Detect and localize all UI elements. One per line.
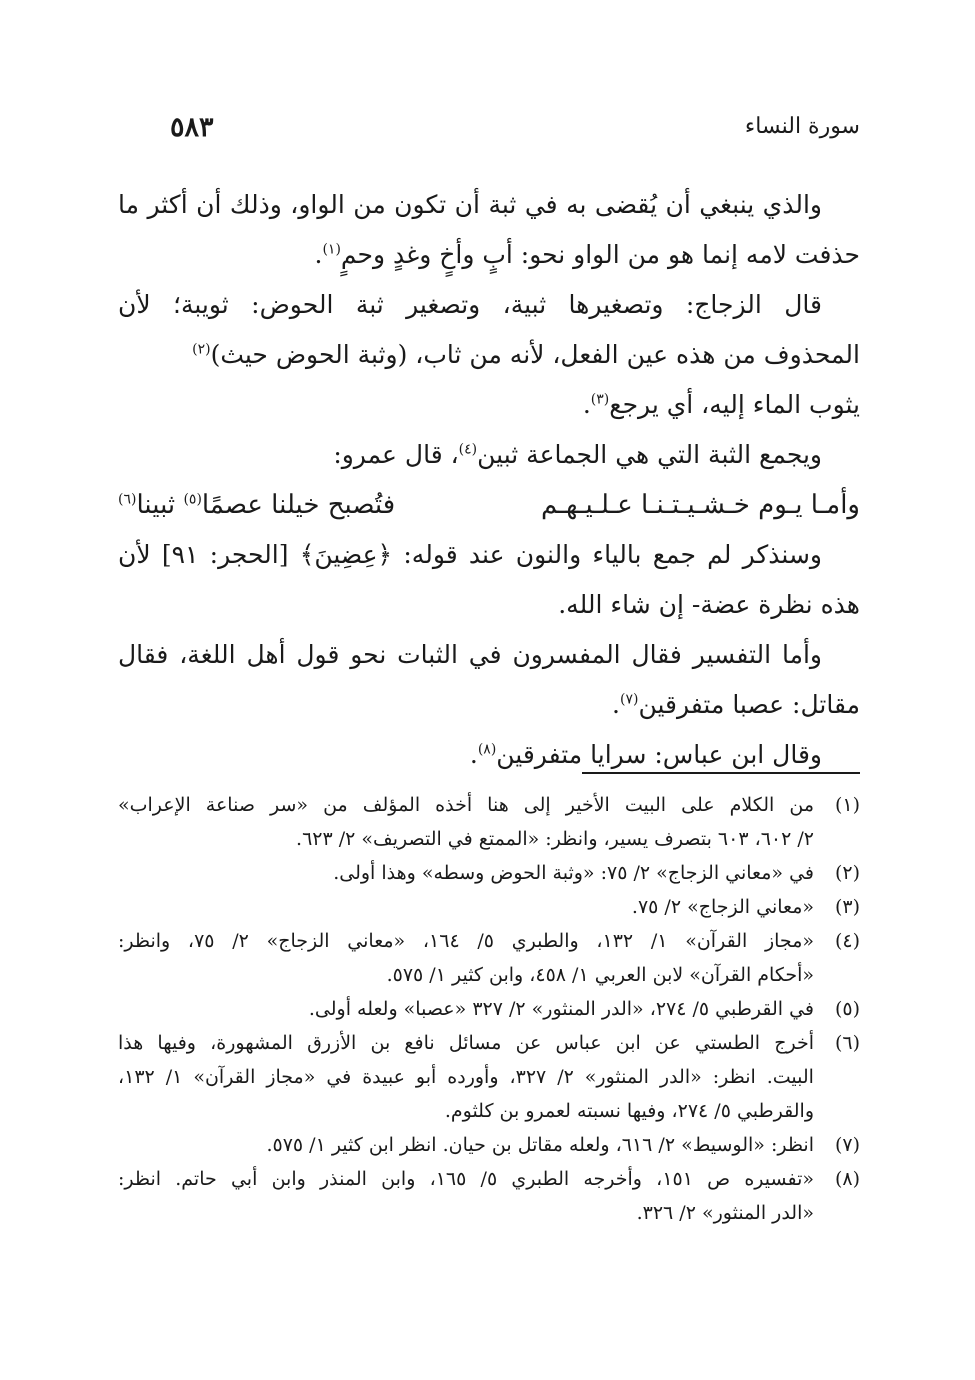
text-span: ويجمع الثبة التي هي الجماعة ثبين: [477, 440, 822, 469]
footnote-line: البيت. انظر: «الدر المنثور» ٢/ ٣٢٧، وأورده أبو عبيدة في «مجاز القرآن» ١/ ١٣٢،: [118, 1066, 814, 1088]
footnote-ref[interactable]: (١): [322, 241, 341, 258]
footnote-ref[interactable]: (٧): [620, 691, 639, 708]
footnote-ref[interactable]: (٦): [118, 491, 137, 508]
footnote-number: (٥): [834, 998, 860, 1020]
text-line: يثوب الماء إليه، أي يرجع$^{(٣)}$.: [582, 390, 860, 419]
poetry-verse: [118, 480, 860, 530]
footnote: [118, 1026, 860, 1128]
footnote: [118, 924, 860, 992]
footnote-line: أخرج الطستي عن ابن عباس عن مسائل نافع بن الأزرق المشهورة، وفيها هذا: [118, 1032, 814, 1054]
footnote-ref[interactable]: (٥): [183, 491, 202, 508]
footnote-text: [118, 856, 814, 890]
text-line: [118, 330, 860, 380]
verse-second-hemistich: [118, 480, 395, 530]
footnote-line: «مجاز القرآن» ١/ ١٣٢، والطبري ٥/ ١٦٤، «معاني الزجاج» ٢/ ٧٥، وانظر:: [118, 930, 814, 952]
footnote-line: في القرطبي ٥/ ٢٧٤، «الدر المنثور» ٢/ ٣٢٧ «عصبا» ولعله أولى.: [308, 998, 814, 1020]
footnote-ref[interactable]: (٣): [590, 391, 610, 408]
footnote: [118, 788, 860, 856]
text-span: المحذوف من هذه عين الفعل، لأنه من ثاب، (وثبة الحوض حيث): [210, 340, 860, 369]
verse-first-hemistich: وأمـا يـوم خـشـيـتـنـا عـلـيـهـم: [541, 490, 860, 520]
text-span: ، قال عمرو:: [333, 440, 459, 469]
text-line: [118, 430, 860, 480]
footnote-line: «تفسيره ص ١٥١، وأخرجه الطبري ٥/ ١٦٥، وابن المنذر وابن أبي حاتم. انظر:: [118, 1168, 814, 1190]
footnote-line: والقرطبي ٥/ ٢٧٤، وفيها نسبته لعمرو بن كلثوم.: [444, 1100, 814, 1122]
footnote-number: (٨): [834, 1168, 860, 1190]
footnote-number: (٤): [834, 930, 860, 952]
text-span: ثبينا: [136, 490, 184, 520]
text-line: وقال ابن عباس: سرايا متفرقين$^{(٨)}$.: [469, 740, 822, 769]
footnote-number: (٦): [834, 1032, 860, 1054]
text-span: يثوب الماء إليه، أي يرجع: [609, 390, 860, 419]
footnote: [118, 1128, 860, 1162]
footnote-line: «أحكام القرآن» لابن العربي ١/ ٤٥٨، وابن كثير ١/ ٥٧٥.: [386, 964, 814, 986]
footnote-text: [118, 890, 814, 924]
text-span: وقال ابن عباس: سرايا متفرقين: [496, 740, 822, 769]
footnote: [118, 856, 860, 890]
footnotes: [118, 788, 860, 1230]
footnote-ref[interactable]: (٨): [477, 741, 497, 758]
footnote-ref[interactable]: (٤): [458, 441, 478, 458]
text-line: وسنذكر لم جمع بالياء والنون عند قوله: ﴿عِضِينَ﴾ [الحجر: ٩١] لأن: [118, 540, 822, 569]
footnote-line: في «معاني الزجاج» ٢/ ٧٥: «وثبة الحوض وسطه» وهذا أولى.: [333, 862, 814, 884]
text-span: فتُصبح خيلنا عصمًا: [201, 490, 396, 520]
text-span: مقاتل: عصبا متفرقين: [638, 690, 860, 719]
footnote: [118, 992, 860, 1026]
footnote-number: (١): [834, 794, 860, 816]
footnote-line: «معاني الزجاج» ٢/ ٧٥.: [631, 896, 814, 918]
text-span: حذفت لامه إنما هو من الواو نحو: أبٍ وأخٍ وغدٍ وحمٍ: [340, 240, 860, 269]
footnote-separator: [582, 772, 860, 774]
text-line: مقاتل: عصبا متفرقين$^{(٧)}$.: [612, 690, 860, 719]
footnote: [118, 890, 860, 924]
text-line: قال الزجاج: وتصغيرها ثبية، وتصغير ثبة الحوض: ثويبة؛ لأن: [118, 290, 822, 319]
footnote-line: انظر: «الوسيط» ٢/ ٦١٦، ولعله مقاتل بن حيان. انظر ابن كثير ١/ ٥٧٥.: [266, 1134, 814, 1156]
footnote-ref[interactable]: (٢): [192, 341, 211, 358]
footnote-number: (٣): [834, 896, 860, 918]
text-line: وأما التفسير فقال المفسرون في الثبات نحو قول أهل اللغة، فقال: [118, 640, 822, 669]
footnote-text: [118, 788, 814, 856]
footnote-line: ٢/ ٦٠٢، ٦٠٣ بتصرف يسير، وانظر: «الممتع في التصريف» ٢/ ٦٢٣.: [296, 828, 814, 850]
footnote-text: [118, 1128, 814, 1162]
footnote-number: (٧): [834, 1134, 860, 1156]
footnote-text: [118, 1026, 814, 1128]
text-line: حذفت لامه إنما هو من الواو نحو: أبٍ وأخٍ وغدٍ وحمٍ$^{(١)}$.: [314, 240, 860, 269]
page-header: [170, 112, 860, 152]
footnote: [118, 1162, 860, 1230]
footnote-text: [118, 924, 814, 992]
main-text: [118, 180, 860, 780]
footnote-line: «الدر المنثور» ٢/ ٣٢٦.: [636, 1202, 814, 1224]
footnote-line: من الكلام على البيت الأخير إلى هنا أخذه المؤلف من «سر صناعة الإعراب»: [118, 794, 814, 816]
text-line: هذه نظرة عضة- إن شاء الله.: [558, 590, 860, 619]
footnote-number: (٢): [834, 862, 860, 884]
footnote-text: [118, 1162, 814, 1230]
surah-title: سورة النساء: [744, 114, 860, 139]
text-line: والذي ينبغي أن يُقضى به في ثبة أن تكون من الواو، وذلك أن أكثر ما: [118, 190, 822, 219]
footnote-text: [118, 992, 814, 1026]
page-number: ٥٨٣: [170, 112, 214, 143]
